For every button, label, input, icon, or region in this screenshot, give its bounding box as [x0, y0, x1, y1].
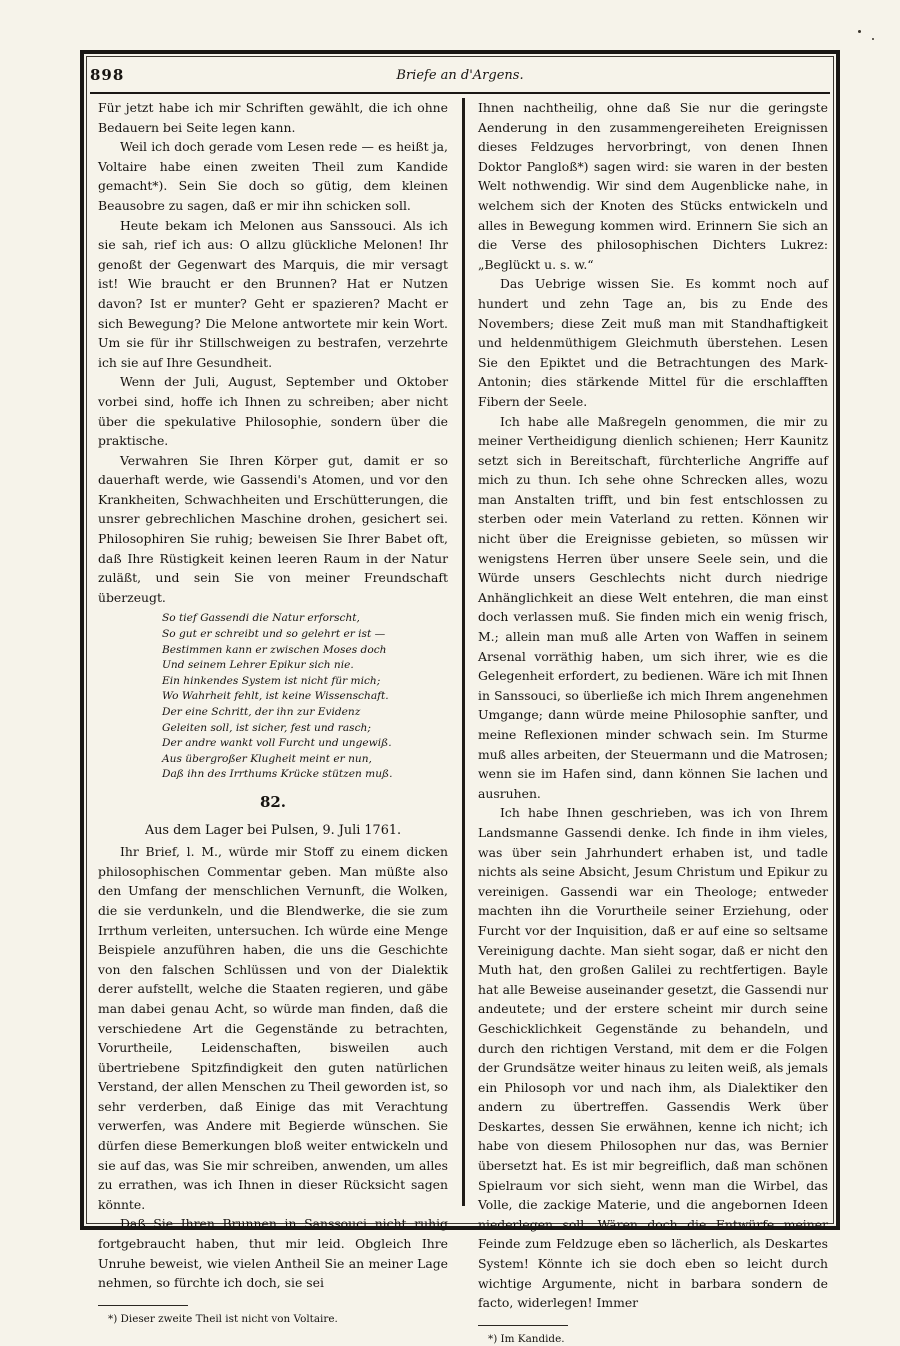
verse-line: Und seinem Lehrer Epikur sich nie.	[162, 659, 354, 672]
print-speck	[858, 30, 861, 33]
verse-line: Geleiten soll, ist sicher, fest und rasch;	[162, 721, 371, 734]
footnote: *) Dieser zweite Theil ist nicht von Voltaire.	[108, 1312, 338, 1325]
paragraph: Ihnen nachtheilig, ohne daß Sie nur die geringste Aenderung in den zusammengereiheten Ereignissen dieses Feldzuges hervorbringt, von denen Ihnen Doktor Pangloß*) sagen wird: sie waren in der besten Welt nothwendig. Wir sind dem Augenblicke nahe, in welchem sich der Knoten des Stücks entwickeln und alles in Bewegung kommen wird. Erinnern Sie sich an die Verse des philosophischen Dichters Lukrez: „Beglückt u. s. w.“	[478, 100, 828, 272]
paragraph: Daß Sie Ihren Brunnen in Sanssouci nicht ruhig fortgebraucht haben, thut mir leid. Obgleich Ihre Unruhe beweist, wie vielen Antheil Sie an meiner Lage nehmen, so fürchte ich doch, sie sei	[98, 1216, 448, 1291]
verse-line: Ein hinkendes System ist nicht für mich;	[162, 674, 381, 687]
paragraph: Für jetzt habe ich mir Schriften gewählt, die ich ohne Bedauern bei Seite legen kann.	[98, 100, 448, 135]
page-number: 898	[90, 66, 125, 84]
letter-number: 82.	[259, 792, 287, 811]
paragraph: Heute bekam ich Melonen aus Sanssouci. Als ich sie sah, rief ich aus: O allzu glückliche Melonen! Ihr genoßt der Gegenwart des Marquis, die mir versagt ist! Wie braucht er den Brunnen? Hat er Nutzen davon? Ist er munter? Geht er spazieren? Macht er sich Bewegung? Die Melone antwortete mir kein Wort. Um sie für ihr Stillschweigen zu bestrafen, verzehrte ich sie auf Ihre Gesundheit.	[98, 217, 448, 370]
footnote-rule	[98, 1305, 188, 1306]
paragraph: Ich habe alle Maßregeln genommen, die mir zu meiner Vertheidigung dienlich schienen; Herr Kaunitz setzt sich in Bereitschaft, fürchterliche Angriffe auf mich zu thun. Ich sehe ohne Schrecken alles, wozu man Anstalten trifft, und bin fest entschlossen zu sterben oder mein Vaterland zu retten. Können wir nicht über die Ereignisse gebieten, so müssen wir wenigstens Herren über unsere Seele sein, und die Würde unsers Geschlechts nicht durch niedrige Anhänglichkeit an diese Welt entehren, die man einst doch verlassen muß. Sie finden mich ein wenig frisch, M.; allein man muß alle Arten von Waffen in seinem Arsenal vorräthig haben, um sich ihrer, wie es die Gelegenheit erfordert, zu bedienen. Wäre ich mit Ihnen in Sanssouci, so überließe ich mich Ihrem angenehmen Umgange; dann würde meine Philosophie sanfter, und meine Reflexionen minder schwach sein. Im Sturme muß alles arbeiten, der Steuermann und die Matrosen; wenn sie im Hafen sind, dann können Sie lachen und ausruhen.	[478, 413, 828, 801]
paragraph: Das Uebrige wissen Sie. Es kommt noch auf hundert und zehn Tage an, bis zu Ende des Novembers; diese Zeit muß man mit Standhaftigkeit und heldenmüthigem Gleichmuth überstehen. Lesen Sie den Epiktet und die Betrachtungen des Mark-Antonin; dies stärkende Mittel für die erschlafften Fibern der Seele.	[478, 276, 828, 409]
paragraph: Ich habe Ihnen geschrieben, was ich von Ihrem Landsmanne Gassendi denke. Ich finde in ihm vieles, was über sein Jahrhundert erhaben ist, und tadle nichts als seine Absicht, Jesum Christum und Epikur zu vereinigen. Gassendi war ein Theologe; entweder machten ihn die Vorurtheile seiner Erziehung, oder Furcht vor der Inquisition, daß er auf eine so seltsame Vereinigung dachte. Man sieht sogar, daß er nicht den Muth hat, den großen Galilei zu rechtfertigen. Bayle hat alle Beweise auseinander gesetzt, die Gassendi nur andeutete; und der erstere scheint mir durch seine Geschicklichkeit Gegenstände zu behandeln, und durch den richtigen Verstand, mit dem er die Folgen der Grundsätze weiter hinaus zu leiten weiß, als jemals ein Philosoph vor und nach ihm, als Dialektiker den andern zu übertreffen. Gassendis Werk über Deskartes, dessen Sie erwähnen, kenne ich nicht; ich habe von diesem Philosophen nur das, was Bernier übersetzt hat. Es ist mir begreiflich, daß man schönen Spielraum vor sich sieht, wenn man die Wirbel, das Volle, die zackige Materie, und die angebornen Ideen niederlegen soll. Wären doch die Entwürfe meiner Feinde zum Feldzuge eben so lächerlich, als Deskartes System! Könnte ich sie doch eben so leicht durch wichtige Argumente, nicht in barbara sondern de facto, widerlegen! Immer	[478, 805, 828, 1311]
verse-line: So tief Gassendi die Natur erforscht,	[162, 612, 360, 625]
verse-line: Der eine Schritt, der ihn zur Evidenz	[162, 706, 361, 718]
verse-block	[162, 611, 448, 783]
footnote-rule	[478, 1325, 568, 1326]
running-head: Briefe an d'Argens.	[396, 68, 524, 83]
paragraph: Verwahren Sie Ihren Körper gut, damit er so dauerhaft werde, wie Gassendi's Atomen, und vor den Krankheiten, Schwachheiten und Erschütterungen, die unsrer gebrechlichen Maschine drohen, gesichert sei. Philosophiren Sie ruhig; beweisen Sie Ihrer Babet oft, daß Ihre Rüstigkeit keinen leeren Raum in der Natur zuläßt, und sein Sie von meiner Freundschaft überzeugt.	[98, 452, 448, 605]
letter-dateline: Aus dem Lager bei Pulsen, 9. Juli 1761.	[144, 822, 402, 838]
left-column	[98, 98, 448, 1326]
paragraph: Ihr Brief, l. M., würde mir Stoff zu einem dicken philosophischen Commentar geben. Man müßte also den Umfang der menschlichen Vernunft, die Wolken, die sie verdunkeln, und die Blendwerke, die sie zum Irrthum verleiten, untersuchen. Ich würde eine Menge Beispiele anzuführen haben, die uns die Geschichte von den falschen Schlüssen und von der Dialektik derer aufstellt, welche die Staaten regieren, und gäbe man dabei genau Acht, so würde man finden, daß die verschiedene Art die Gegenstände zu betrachten, Vorurtheile, Leidenschaften, bisweilen auch übertriebene Spitzfindigkeit den guten natürlichen Verstand, der allen Menschen zu Theil geworden ist, so sehr verderben, daß Einige das mit Verachtung verwerfen, was Andere mit Begierde wünschen. Sie dürfen diese Bemerkungen bloß weiter entwickeln und sie auf das, was Sie mir schreiben, anwenden, um alles zu errathen, was ich Ihnen in dieser Rücksicht sagen könnte.	[98, 844, 448, 1212]
right-column	[478, 98, 828, 1346]
paragraph: Weil ich doch gerade vom Lesen rede — es heißt ja, Voltaire habe einen zweiten Theil zum Kandide gemacht*). Sein Sie doch so gütig, dem kleinen Beausobre zu sagen, daß er mir ihn schicken soll.	[98, 139, 448, 213]
column-divider	[462, 98, 465, 1206]
verse-line: Der andre wankt voll Furcht und ungewiß.	[162, 737, 392, 750]
verse-line: Bestimmen kann er zwischen Moses doch	[162, 643, 387, 656]
header-rule	[90, 92, 830, 94]
verse-line: Wo Wahrheit fehlt, ist keine Wissenschaft.	[162, 690, 389, 703]
page-header	[90, 60, 830, 92]
verse-line: Aus übergroßer Klugheit meint er nun,	[162, 752, 372, 765]
footnote: *) Im Kandide.	[488, 1332, 565, 1345]
verse-line: Daß ihn des Irrthums Krücke stützen muß.	[162, 768, 393, 781]
paragraph: Wenn der Juli, August, September und Oktober vorbei sind, hoffe ich Ihnen zu schreiben; aber nicht über die spekulative Philosophie, sondern über die praktische.	[98, 374, 448, 449]
verse-line: So gut er schreibt und so gelehrt er ist —	[162, 628, 386, 641]
print-speck	[872, 38, 874, 40]
